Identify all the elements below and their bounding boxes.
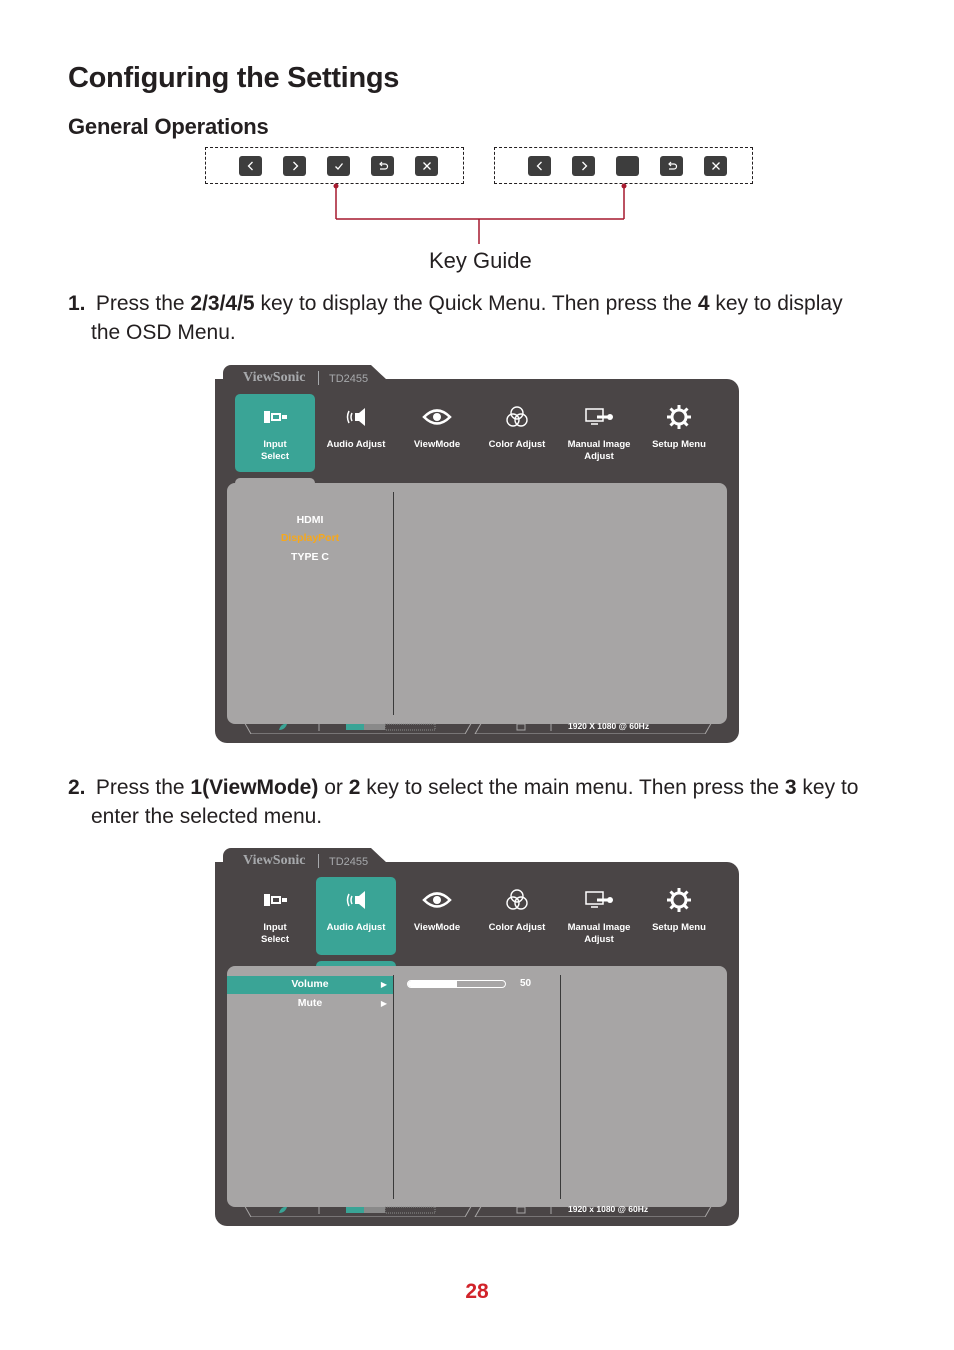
- resolution-text: 1920 x 1080 @ 60Hz: [568, 1204, 649, 1214]
- key-guide-label: Key Guide: [429, 248, 532, 273]
- volume-slider[interactable]: [407, 980, 506, 988]
- audio-icon: [341, 404, 371, 430]
- resolution-text: 1920 X 1080 @ 60Hz: [568, 721, 650, 731]
- menu-setup[interactable]: Setup Menu: [639, 394, 719, 472]
- input-icon: [260, 887, 290, 913]
- brand-logo: ViewSonic: [243, 370, 306, 385]
- menu-manual-image-adjust[interactable]: Manual Image Adjust: [559, 394, 639, 472]
- monitor-wrench-icon: [584, 404, 614, 430]
- page-number: 28: [465, 1280, 489, 1303]
- gear-icon: [664, 404, 694, 430]
- menu-color-adjust[interactable]: Color Adjust: [477, 877, 557, 955]
- menu-setup[interactable]: Setup Menu: [639, 877, 719, 955]
- key-guide-connector: [0, 0, 954, 260]
- status-bar: [243, 720, 713, 734]
- menu-input-select[interactable]: Input Select: [235, 877, 315, 955]
- arrow-right-icon: ▶: [380, 980, 387, 989]
- menu-viewmode[interactable]: ViewMode: [397, 394, 477, 472]
- eye-icon: [422, 404, 452, 430]
- input-option-hdmi[interactable]: HDMI: [296, 514, 324, 526]
- section-heading: General Operations: [68, 114, 269, 139]
- volume-value: 50: [520, 978, 532, 989]
- model-name: TD2455: [329, 373, 369, 385]
- osd-screenshot-input-select: [215, 365, 739, 743]
- submenu-item-volume[interactable]: Volume ▶: [227, 976, 393, 994]
- osd-screenshot-audio-adjust: [215, 848, 739, 1226]
- input-icon: [260, 404, 290, 430]
- menu-viewmode[interactable]: ViewMode: [397, 877, 477, 955]
- input-option-typec[interactable]: TYPE C: [291, 551, 329, 563]
- arrow-right-icon: ▶: [380, 999, 387, 1008]
- monitor-wrench-icon: [584, 887, 614, 913]
- menu-input-select[interactable]: Input Select: [235, 394, 315, 472]
- status-bar: [243, 1203, 713, 1217]
- eye-icon: [422, 887, 452, 913]
- color-circles-icon: [502, 887, 532, 913]
- step-number: 2.: [68, 776, 86, 799]
- menu-audio-adjust[interactable]: Audio Adjust: [316, 877, 396, 955]
- menu-color-adjust[interactable]: Color Adjust: [477, 394, 557, 472]
- step-1: 1. Press the 2/3/4/5 key to display the Quick Menu. Then press the 4 key to display the OSD Menu.: [68, 289, 898, 347]
- menu-audio-adjust[interactable]: Audio Adjust: [316, 394, 396, 472]
- step-2: 2. Press the 1(ViewMode) or 2 key to select the main menu. Then press the 3 key to enter the selected menu.: [68, 773, 898, 831]
- color-circles-icon: [502, 404, 532, 430]
- gear-icon: [664, 887, 694, 913]
- model-name: TD2455: [329, 856, 369, 868]
- menu-manual-image-adjust[interactable]: Manual Image Adjust: [559, 877, 639, 955]
- input-option-displayport[interactable]: DisplayPort: [280, 532, 340, 544]
- step-number: 1.: [68, 292, 86, 315]
- page-title: Configuring the Settings: [68, 62, 400, 94]
- brand-logo: ViewSonic: [243, 853, 306, 868]
- audio-icon: [341, 887, 371, 913]
- submenu-item-mute[interactable]: Mute ▶: [297, 997, 387, 1009]
